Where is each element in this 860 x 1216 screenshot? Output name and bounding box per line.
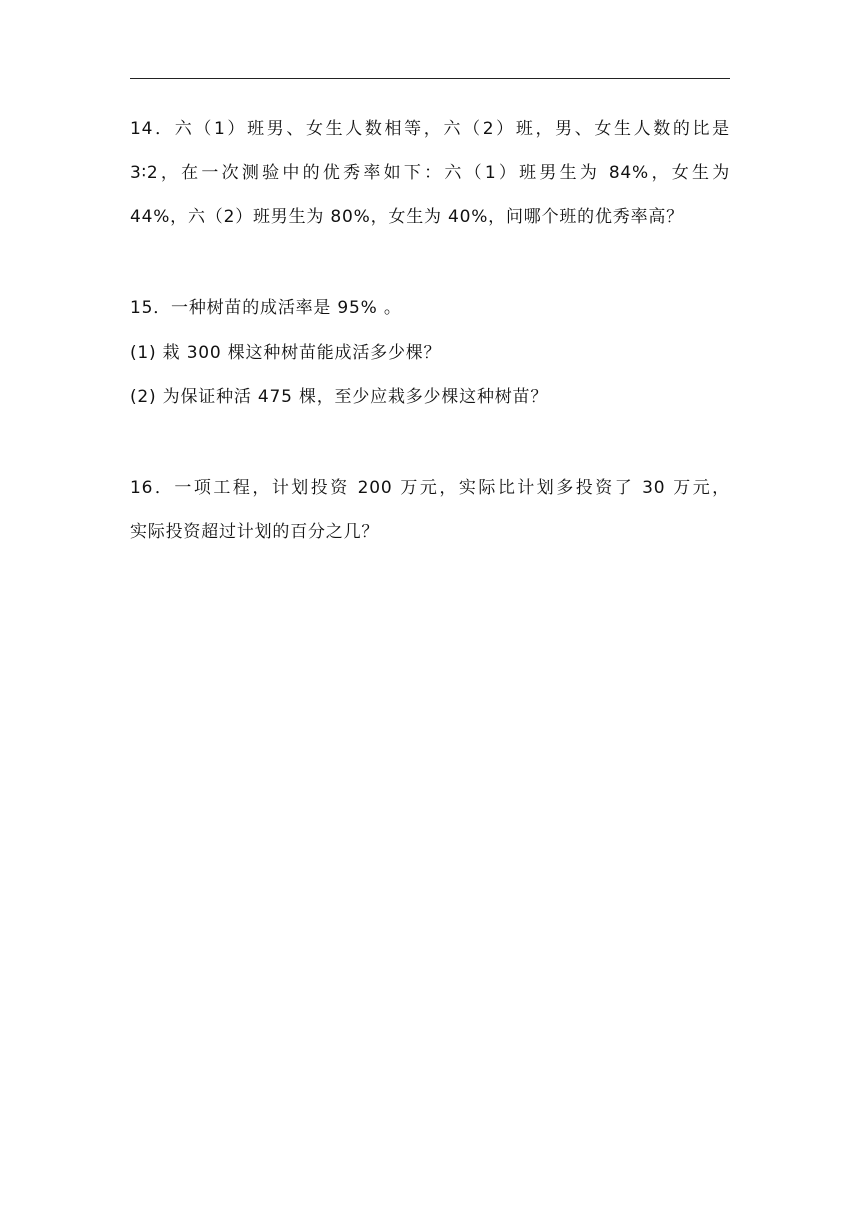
problem-15-part-1: (1) 栽 300 棵这种树苗能成活多少棵？: [130, 343, 442, 363]
problem-15-part-2: (2) 为保证种活 475 棵，至少应栽多少棵这种树苗？: [130, 387, 549, 407]
problem-14-line-2: 3∶2，在一次测验中的优秀率如下：六（1）班男生为 84%，女生为: [130, 163, 730, 183]
problem-14-line-1: 14．六（1）班男、女生人数相等，六（2）班，男、女生人数的比是: [130, 119, 730, 139]
header-divider: [130, 78, 730, 79]
problem-16-line-1: 16．一项工程，计划投资 200 万元，实际比计划多投资了 30 万元，: [130, 478, 730, 498]
problem-15-stem: 15．一种树苗的成活率是 95% 。: [130, 298, 402, 318]
problem-14-line-3: 44%，六（2）班男生为 80%，女生为 40%，问哪个班的优秀率高？: [130, 207, 684, 227]
problem-16-line-2: 实际投资超过计划的百分之几？: [130, 522, 380, 542]
